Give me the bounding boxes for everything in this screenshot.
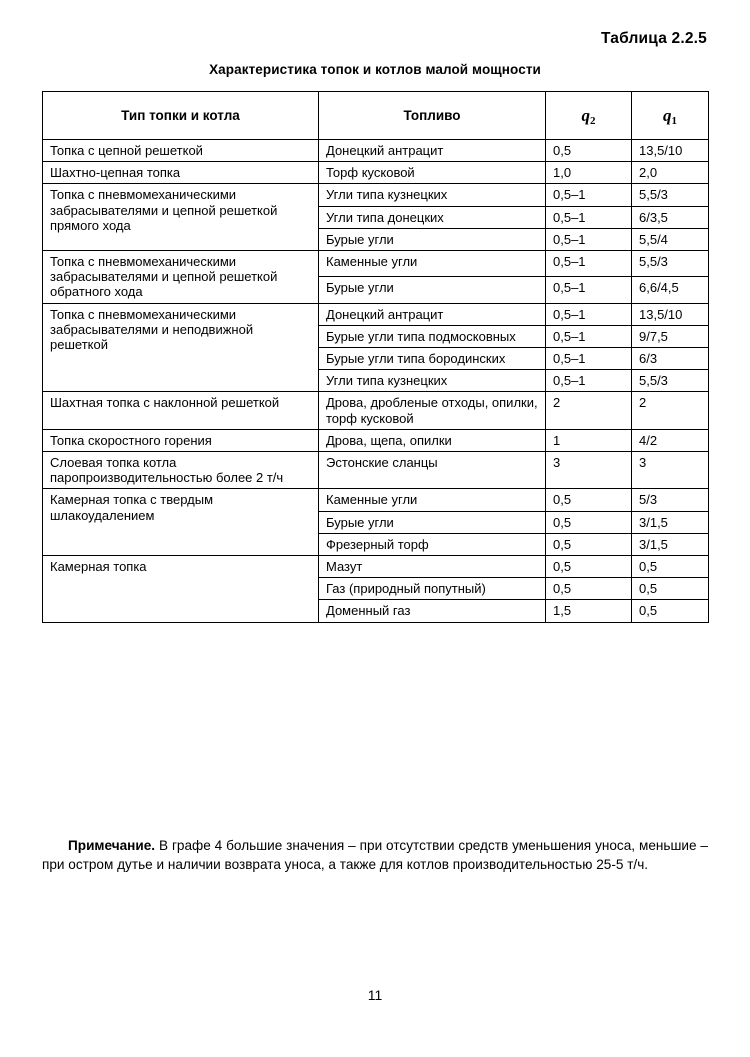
cell-furnace-type: Топка с пневмомеханическими забрасывателями и неподвижной решеткой bbox=[43, 303, 319, 392]
cell-fuel: Мазут bbox=[319, 556, 546, 578]
cell-q2: 1,5 bbox=[546, 600, 632, 622]
cell-fuel: Газ (природный попутный) bbox=[319, 578, 546, 600]
cell-q1: 5,5/3 bbox=[632, 251, 709, 277]
cell-q2: 0,5–1 bbox=[546, 348, 632, 370]
note-text: В графе 4 большие значения – при отсутствии средств уменьшения уноса, меньшие – при остром дутье и наличии возврата уноса, а также для котлов производительностью 25-5 т/ч. bbox=[42, 838, 708, 873]
cell-q2: 0,5–1 bbox=[546, 184, 632, 206]
cell-q1: 2 bbox=[632, 392, 709, 429]
q1-subscript: 1 bbox=[671, 114, 677, 127]
table-body bbox=[43, 140, 709, 623]
cell-fuel: Бурые угли bbox=[319, 277, 546, 303]
cell-fuel: Донецкий антрацит bbox=[319, 303, 546, 325]
cell-q1: 5/3 bbox=[632, 489, 709, 511]
cell-q1: 2,0 bbox=[632, 162, 709, 184]
cell-fuel: Каменные угли bbox=[319, 251, 546, 277]
cell-fuel: Дрова, дробленые отходы, опилки, торф кусковой bbox=[319, 392, 546, 429]
table-row bbox=[43, 452, 709, 489]
cell-furnace-type: Шахтно-цепная топка bbox=[43, 162, 319, 184]
note-label: Примечание. bbox=[68, 838, 156, 853]
table-row bbox=[43, 392, 709, 429]
characteristics-table bbox=[42, 91, 709, 623]
cell-fuel: Бурые угли типа подмосковных bbox=[319, 325, 546, 347]
cell-furnace-type: Шахтная топка с наклонной решеткой bbox=[43, 392, 319, 429]
cell-q1: 5,5/3 bbox=[632, 184, 709, 206]
cell-q1: 6,6/4,5 bbox=[632, 277, 709, 303]
column-header-fuel: Топливо bbox=[319, 92, 546, 140]
cell-q2: 0,5 bbox=[546, 578, 632, 600]
table-row bbox=[43, 184, 709, 206]
cell-fuel: Донецкий антрацит bbox=[319, 140, 546, 162]
table-caption: Характеристика топок и котлов малой мощности bbox=[209, 62, 541, 77]
table-number-label: Таблица 2.2.5 bbox=[601, 30, 707, 47]
cell-fuel: Доменный газ bbox=[319, 600, 546, 622]
table-row bbox=[43, 140, 709, 162]
cell-q2: 0,5 bbox=[546, 556, 632, 578]
cell-furnace-type: Топка с цепной решеткой bbox=[43, 140, 319, 162]
cell-q2: 0,5–1 bbox=[546, 277, 632, 303]
cell-fuel: Угли типа кузнецких bbox=[319, 184, 546, 206]
cell-q1: 5,5/4 bbox=[632, 228, 709, 250]
q2-symbol: q bbox=[581, 105, 590, 125]
cell-q1: 0,5 bbox=[632, 600, 709, 622]
cell-fuel: Каменные угли bbox=[319, 489, 546, 511]
cell-q2: 0,5–1 bbox=[546, 325, 632, 347]
cell-q1: 3 bbox=[632, 452, 709, 489]
table-note bbox=[42, 836, 708, 875]
q1-symbol: q bbox=[663, 105, 672, 125]
q2-subscript: 2 bbox=[590, 114, 596, 127]
cell-q2: 0,5–1 bbox=[546, 370, 632, 392]
cell-q1: 6/3 bbox=[632, 348, 709, 370]
table-row bbox=[43, 251, 709, 277]
cell-q2: 3 bbox=[546, 452, 632, 489]
cell-fuel: Угли типа донецких bbox=[319, 206, 546, 228]
cell-q1: 4/2 bbox=[632, 429, 709, 451]
cell-q1: 5,5/3 bbox=[632, 370, 709, 392]
column-header-type: Тип топки и котла bbox=[43, 92, 319, 140]
table-row bbox=[43, 162, 709, 184]
cell-q1: 0,5 bbox=[632, 556, 709, 578]
table-row bbox=[43, 303, 709, 325]
cell-q2: 2 bbox=[546, 392, 632, 429]
cell-q1: 3/1,5 bbox=[632, 533, 709, 555]
cell-q2: 0,5 bbox=[546, 511, 632, 533]
cell-furnace-type: Топка скоростного горения bbox=[43, 429, 319, 451]
cell-fuel: Дрова, щепа, опилки bbox=[319, 429, 546, 451]
cell-q2: 0,5–1 bbox=[546, 251, 632, 277]
cell-furnace-type: Слоевая топка котла паропроизводительностью более 2 т/ч bbox=[43, 452, 319, 489]
cell-fuel: Бурые угли bbox=[319, 228, 546, 250]
table-row bbox=[43, 429, 709, 451]
cell-q1: 13,5/10 bbox=[632, 303, 709, 325]
page-number: 11 bbox=[367, 987, 383, 1003]
table-header-row bbox=[43, 92, 709, 140]
column-header-q1 bbox=[632, 92, 709, 140]
cell-q2: 1 bbox=[546, 429, 632, 451]
cell-furnace-type: Топка с пневмомеханическими забрасывателями и цепной решеткой обратного хода bbox=[43, 251, 319, 304]
cell-q2: 0,5 bbox=[546, 489, 632, 511]
cell-fuel: Эстонские сланцы bbox=[319, 452, 546, 489]
cell-q1: 9/7,5 bbox=[632, 325, 709, 347]
cell-q2: 0,5–1 bbox=[546, 303, 632, 325]
cell-q2: 1,0 bbox=[546, 162, 632, 184]
cell-q1: 6/3,5 bbox=[632, 206, 709, 228]
cell-q1: 13,5/10 bbox=[632, 140, 709, 162]
cell-fuel: Бурые угли bbox=[319, 511, 546, 533]
cell-q1: 3/1,5 bbox=[632, 511, 709, 533]
cell-fuel: Бурые угли типа бородинских bbox=[319, 348, 546, 370]
cell-fuel: Угли типа кузнецких bbox=[319, 370, 546, 392]
cell-q2: 0,5–1 bbox=[546, 228, 632, 250]
cell-fuel: Торф кусковой bbox=[319, 162, 546, 184]
column-header-q2 bbox=[546, 92, 632, 140]
cell-furnace-type: Камерная топка bbox=[43, 556, 319, 623]
cell-furnace-type: Камерная топка с твердым шлакоудалением bbox=[43, 489, 319, 556]
cell-q2: 0,5 bbox=[546, 533, 632, 555]
cell-q2: 0,5–1 bbox=[546, 206, 632, 228]
cell-furnace-type: Топка с пневмомеханическими забрасывателями и цепной решеткой прямого хода bbox=[43, 184, 319, 251]
cell-q1: 0,5 bbox=[632, 578, 709, 600]
table-container bbox=[42, 91, 708, 623]
table-row bbox=[43, 556, 709, 578]
table-row bbox=[43, 489, 709, 511]
cell-q2: 0,5 bbox=[546, 140, 632, 162]
cell-fuel: Фрезерный торф bbox=[319, 533, 546, 555]
